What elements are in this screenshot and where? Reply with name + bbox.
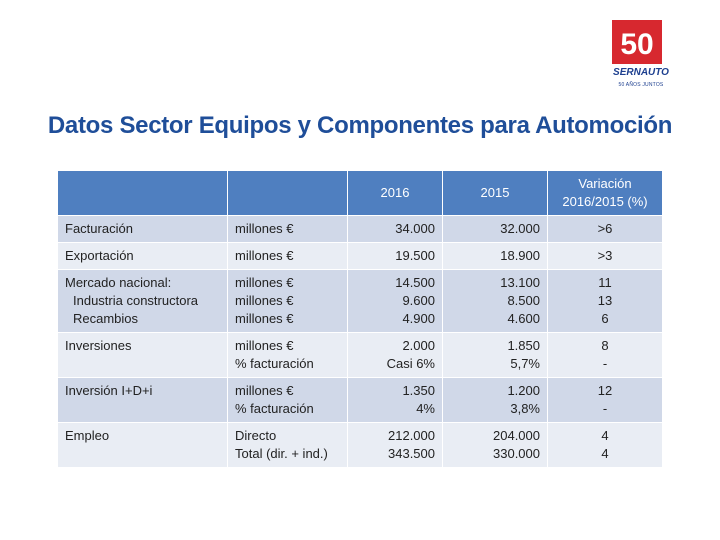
logo-brand: SERNAUTO [613,67,669,78]
cell-2015 [443,333,548,378]
cell-concept [58,216,228,243]
variation-value: - [602,401,608,416]
concept-subitem: Industria constructora [73,293,199,308]
unit-text: millones € [235,275,294,290]
logo-number: 50 [620,28,654,61]
header-2015: 2015 [443,171,548,216]
value-2015: 1.200 [507,383,540,398]
value-2016: 4% [416,401,435,416]
cell-concept [58,378,228,423]
table-row [58,216,663,243]
concept-text: Mercado nacional: [65,275,172,290]
value-2016: 212.000 [388,428,435,443]
concept-text: Inversión I+D+i [65,383,153,398]
value-2015: 4.600 [507,311,540,326]
cell-variation [548,216,663,243]
cell-2016 [348,423,443,468]
table-header-row [58,171,663,216]
sernauto-50-logo [606,18,676,92]
variation-value: 12 [597,383,613,398]
cell-2015 [443,216,548,243]
concept-text: Facturación [65,221,133,236]
value-2016: 343.500 [388,446,435,461]
value-2015: 13.100 [500,275,540,290]
logo-mark-icon [606,18,676,80]
variation-value: 4 [601,428,609,443]
header-2016: 2016 [348,171,443,216]
value-2016: 19.500 [395,248,435,263]
unit-text: millones € [235,248,294,263]
cell-2015 [443,270,548,333]
slide-title: Datos Sector Equipos y Componentes para Automoción [47,112,673,139]
value-2016: 2.000 [402,338,435,353]
value-2015: 5,7% [510,356,540,371]
variation-value: >3 [597,248,613,263]
value-2016: 14.500 [395,275,435,290]
cell-2016 [348,216,443,243]
variation-value: 4 [601,446,609,461]
value-2016: Casi 6% [386,356,435,371]
table-row [58,270,663,333]
table-row [58,423,663,468]
sector-data-table [57,170,663,468]
cell-variation [548,423,663,468]
value-2015: 32.000 [500,221,540,236]
value-2016: 9.600 [402,293,435,308]
value-2015: 1.850 [507,338,540,353]
concept-text: Empleo [65,428,110,443]
cell-concept [58,243,228,270]
value-2016: 4.900 [402,311,435,326]
unit-text: Total (dir. + ind.) [235,446,328,461]
cell-2016 [348,270,443,333]
variation-value: 6 [601,311,609,326]
header-variation-line1: Variación [578,176,632,191]
unit-text: millones € [235,338,294,353]
concept-text: Inversiones [65,338,132,353]
header-variation [548,171,663,216]
variation-value: 8 [601,338,609,353]
unit-text: % facturación [235,401,314,416]
variation-value: 13 [597,293,613,308]
variation-value: 11 [598,275,612,290]
cell-unit [228,216,348,243]
header-unit [228,171,348,216]
unit-text: millones € [235,311,294,326]
header-concept [58,171,228,216]
unit-text: millones € [235,221,294,236]
cell-unit [228,378,348,423]
value-2015: 3,8% [510,401,540,416]
cell-variation [548,333,663,378]
cell-2016 [348,243,443,270]
cell-variation [548,243,663,270]
table-row [58,243,663,270]
cell-concept [58,333,228,378]
cell-2015 [443,243,548,270]
concept-subitem: Recambios [73,311,139,326]
value-2016: 1.350 [402,383,435,398]
cell-concept [58,423,228,468]
cell-unit [228,270,348,333]
logo-tagline: 50 AÑOS JUNTOS [618,82,664,88]
unit-text: millones € [235,293,294,308]
table-row [58,333,663,378]
cell-variation [548,270,663,333]
cell-unit [228,423,348,468]
variation-value: - [602,356,608,371]
variation-value: >6 [597,221,613,236]
cell-2016 [348,378,443,423]
unit-text: millones € [235,383,294,398]
cell-unit [228,243,348,270]
cell-concept [58,270,228,333]
value-2015: 8.500 [507,293,540,308]
value-2016: 34.000 [395,221,435,236]
unit-text: % facturación [235,356,314,371]
concept-text: Exportación [65,248,134,263]
cell-2015 [443,423,548,468]
value-2015: 18.900 [500,248,540,263]
unit-text: Directo [235,428,277,443]
cell-2016 [348,333,443,378]
value-2015: 204.000 [493,428,540,443]
table-row [58,378,663,423]
cell-variation [548,378,663,423]
cell-unit [228,333,348,378]
value-2015: 330.000 [493,446,540,461]
cell-2015 [443,378,548,423]
header-variation-line2: 2016/2015 (%) [562,194,648,209]
